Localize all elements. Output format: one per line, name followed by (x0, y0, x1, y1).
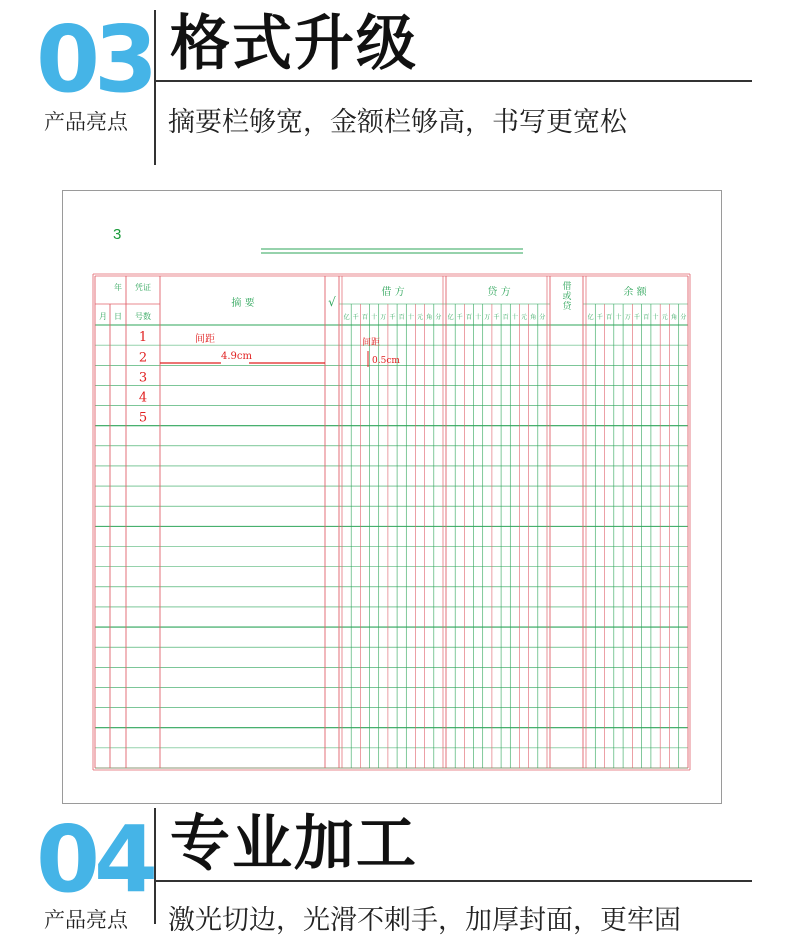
section-03 (0, 0, 790, 170)
row-number: 5 (138, 410, 148, 426)
digit-unit-label: 千 (389, 314, 396, 321)
header-check: √ (328, 295, 336, 309)
amount-width-label: 0.5cm (372, 356, 400, 366)
section-description: 摘要栏够宽，金额栏够高，书写更宽松 (168, 107, 627, 138)
digit-unit-label: 百 (606, 314, 613, 321)
digit-unit-label: 分 (539, 314, 546, 321)
digit-unit-label: 万 (484, 314, 491, 321)
header-summary: 摘 要 (231, 298, 255, 309)
digit-unit-label: 千 (633, 314, 641, 321)
row-number: 2 (138, 350, 148, 366)
page-number: 3 (113, 226, 122, 243)
summary-width-label: 4.9cm (221, 351, 252, 362)
digit-unit-label: 千 (456, 314, 463, 321)
header-month: 月 (99, 312, 107, 321)
digit-unit-label: 角 (426, 314, 433, 321)
digit-unit-label: 分 (435, 314, 442, 321)
section-title: 格式升级 (170, 9, 418, 79)
ledger-grid (93, 274, 690, 770)
header-debit-or-credit: 借 (562, 282, 572, 292)
header-credit: 贷 方 (487, 287, 511, 298)
digit-unit-label: 百 (502, 314, 509, 321)
digit-unit-label: 亿 (343, 314, 350, 321)
digit-unit-label: 元 (521, 314, 528, 321)
section-number: 04 (36, 806, 153, 913)
digit-unit-label: 分 (680, 314, 687, 321)
header-debit: 借 方 (381, 287, 405, 298)
digit-unit-label: 万 (624, 314, 631, 321)
row-number: 1 (138, 330, 148, 346)
digit-unit-label: 元 (417, 314, 424, 321)
divider-vertical (154, 808, 156, 924)
section-description: 激光切边，光滑不刺手，加厚封面，更牢固 (168, 905, 681, 936)
digit-unit-label: 十 (407, 314, 414, 321)
ledger-text (99, 280, 686, 426)
digit-unit-label: 万 (380, 314, 387, 321)
header-day: 日 (114, 312, 122, 321)
digit-unit-label: 千 (596, 314, 603, 321)
digit-unit-label: 十 (511, 314, 518, 321)
digit-unit-label: 百 (643, 314, 650, 321)
section-title: 专业加工 (170, 809, 418, 879)
digit-unit-label: 亿 (447, 314, 454, 321)
header-balance: 余 额 (623, 287, 647, 298)
header-year: 年 (114, 283, 122, 292)
digit-unit-label: 元 (661, 314, 668, 321)
section-label: 产品亮点 (44, 110, 128, 134)
digit-unit-label: 十 (615, 314, 622, 321)
row-number: 3 (138, 370, 148, 386)
ledger-sheet (63, 191, 721, 803)
digit-unit-label: 十 (371, 314, 378, 321)
divider-horizontal (155, 880, 752, 882)
digit-unit-label: 十 (475, 314, 482, 321)
digit-unit-label: 千 (352, 314, 359, 321)
digit-unit-label: 百 (465, 314, 472, 321)
digit-unit-label: 千 (493, 314, 500, 321)
digit-unit-label: 百 (361, 314, 368, 321)
section-label: 产品亮点 (44, 908, 128, 932)
header-debit-or-credit: 或 (562, 292, 572, 302)
digit-unit-label: 角 (530, 314, 537, 321)
digit-unit-label: 亿 (587, 314, 594, 321)
digit-unit-label: 角 (671, 314, 678, 321)
amount-spacing-label: 间距 (362, 338, 381, 348)
summary-spacing-label: 间距 (195, 334, 215, 345)
section-04 (0, 806, 790, 936)
digit-unit-label: 百 (398, 314, 405, 321)
ledger-card (62, 190, 722, 804)
section-number: 03 (36, 6, 153, 113)
divider-horizontal (155, 80, 752, 82)
divider-vertical (154, 10, 156, 165)
header-debit-or-credit: 贷 (562, 302, 572, 312)
header-number: 号数 (135, 312, 151, 321)
row-number: 4 (138, 390, 148, 406)
digit-unit-label: 十 (652, 314, 659, 321)
header-voucher: 凭证 (135, 283, 151, 292)
